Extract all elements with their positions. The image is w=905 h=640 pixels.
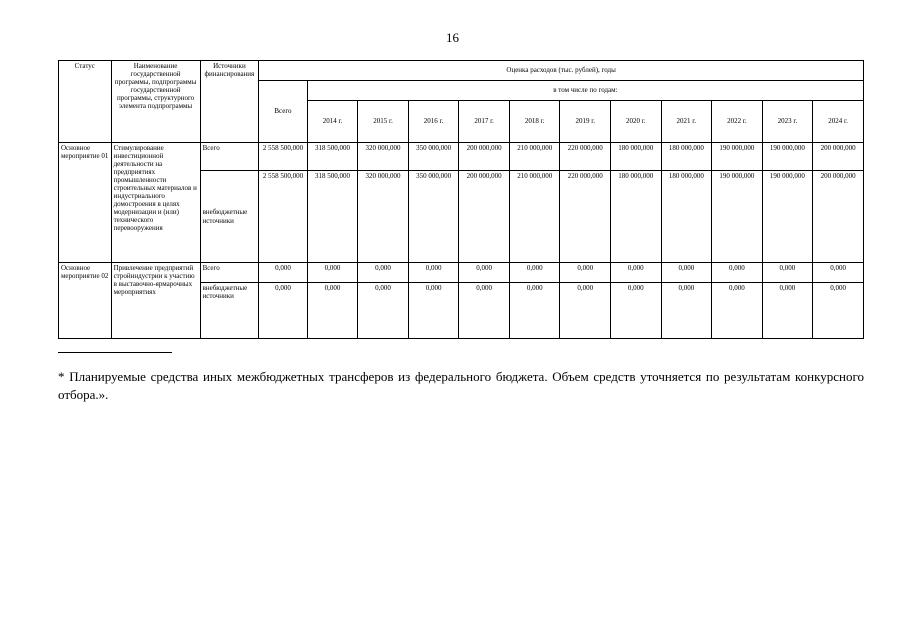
row-year-value: 0,000 xyxy=(762,263,813,283)
row-year-value: 0,000 xyxy=(813,263,864,283)
row-year-value: 0,000 xyxy=(358,283,409,339)
row-year-value: 180 000,000 xyxy=(611,143,662,171)
row-year-value: 0,000 xyxy=(611,263,662,283)
row-year-value: 0,000 xyxy=(611,283,662,339)
row-source: Всего xyxy=(200,143,259,171)
row-year-value: 0,000 xyxy=(509,263,560,283)
page-number: 16 xyxy=(446,30,459,45)
row-year-value: 210 000,000 xyxy=(509,143,560,171)
table-row xyxy=(59,263,864,283)
row-status: Основное мероприятие 01 xyxy=(59,143,112,263)
header-total: Всего xyxy=(259,81,308,143)
row-year-value: 318 500,000 xyxy=(307,171,358,263)
row-year-value: 220 000,000 xyxy=(560,143,611,171)
row-source: внебюджетные источники xyxy=(200,283,259,339)
row-total: 0,000 xyxy=(259,263,308,283)
row-source: Всего xyxy=(200,263,259,283)
header-by-years: в том числе по годам: xyxy=(307,81,863,101)
row-year-value: 318 500,000 xyxy=(307,143,358,171)
year-header: 2024 г. xyxy=(813,101,864,143)
row-total: 2 558 500,000 xyxy=(259,143,308,171)
row-year-value: 210 000,000 xyxy=(509,171,560,263)
row-year-value: 220 000,000 xyxy=(560,171,611,263)
row-total: 0,000 xyxy=(259,283,308,339)
row-year-value: 0,000 xyxy=(459,283,510,339)
year-header: 2016 г. xyxy=(408,101,459,143)
year-header: 2018 г. xyxy=(509,101,560,143)
row-year-value: 200 000,000 xyxy=(813,171,864,263)
row-year-value: 350 000,000 xyxy=(408,143,459,171)
row-year-value: 320 000,000 xyxy=(358,143,409,171)
header-name: Наименование государственной программы, подпрограммы государственной программы, структурного элемента подпрограммы xyxy=(111,61,200,143)
row-year-value: 190 000,000 xyxy=(762,171,813,263)
row-year-value: 190 000,000 xyxy=(712,143,763,171)
row-year-value: 0,000 xyxy=(459,263,510,283)
year-header: 2021 г. xyxy=(661,101,712,143)
footnote: * Планируемые средства иных межбюджетных трансферов из федерального бюджета. Объем средств уточняется по результатам конкурсного отбора.». xyxy=(58,369,864,402)
year-header: 2014 г. xyxy=(307,101,358,143)
row-year-value: 0,000 xyxy=(307,283,358,339)
row-year-value: 0,000 xyxy=(307,263,358,283)
header-status: Статус xyxy=(59,61,112,143)
row-year-value: 0,000 xyxy=(712,283,763,339)
row-status: Основное мероприятие 02 xyxy=(59,263,112,339)
row-year-value: 190 000,000 xyxy=(712,171,763,263)
row-year-value: 0,000 xyxy=(408,263,459,283)
row-name: Стимулирование инвестиционной деятельности на предприятиях промышленности строительных материалов и индустриального домостроения в целях модернизации и (или) технического перевооружения xyxy=(111,143,200,263)
row-year-value: 200 000,000 xyxy=(813,143,864,171)
row-year-value: 0,000 xyxy=(509,283,560,339)
year-header: 2019 г. xyxy=(560,101,611,143)
year-header: 2020 г. xyxy=(611,101,662,143)
footnote-separator xyxy=(58,352,172,353)
row-year-value: 180 000,000 xyxy=(611,171,662,263)
row-year-value: 0,000 xyxy=(560,283,611,339)
row-year-value: 190 000,000 xyxy=(762,143,813,171)
row-total: 2 558 500,000 xyxy=(259,171,308,263)
row-year-value: 0,000 xyxy=(661,283,712,339)
row-year-value: 200 000,000 xyxy=(459,143,510,171)
header-row-1 xyxy=(59,61,864,81)
row-name: Привлечение предприятий стройиндустрии к участию в выставочно-ярмарочных мероприятиях xyxy=(111,263,200,339)
row-year-value: 180 000,000 xyxy=(661,171,712,263)
row-year-value: 0,000 xyxy=(408,283,459,339)
year-header: 2023 г. xyxy=(762,101,813,143)
row-year-value: 0,000 xyxy=(661,263,712,283)
row-year-value: 0,000 xyxy=(358,263,409,283)
year-header: 2015 г. xyxy=(358,101,409,143)
row-year-value: 320 000,000 xyxy=(358,171,409,263)
table-row xyxy=(59,143,864,171)
row-year-value: 180 000,000 xyxy=(661,143,712,171)
year-header: 2022 г. xyxy=(712,101,763,143)
row-year-value: 0,000 xyxy=(712,263,763,283)
row-source: внебюджетные источники xyxy=(200,171,259,263)
year-header: 2017 г. xyxy=(459,101,510,143)
row-year-value: 350 000,000 xyxy=(408,171,459,263)
header-estimate: Оценка расходов (тыс. рублей), годы xyxy=(259,61,864,81)
row-year-value: 0,000 xyxy=(813,283,864,339)
header-sources: Источники финансирования xyxy=(200,61,259,143)
budget-table xyxy=(58,60,864,339)
row-year-value: 0,000 xyxy=(762,283,813,339)
row-year-value: 200 000,000 xyxy=(459,171,510,263)
row-year-value: 0,000 xyxy=(560,263,611,283)
